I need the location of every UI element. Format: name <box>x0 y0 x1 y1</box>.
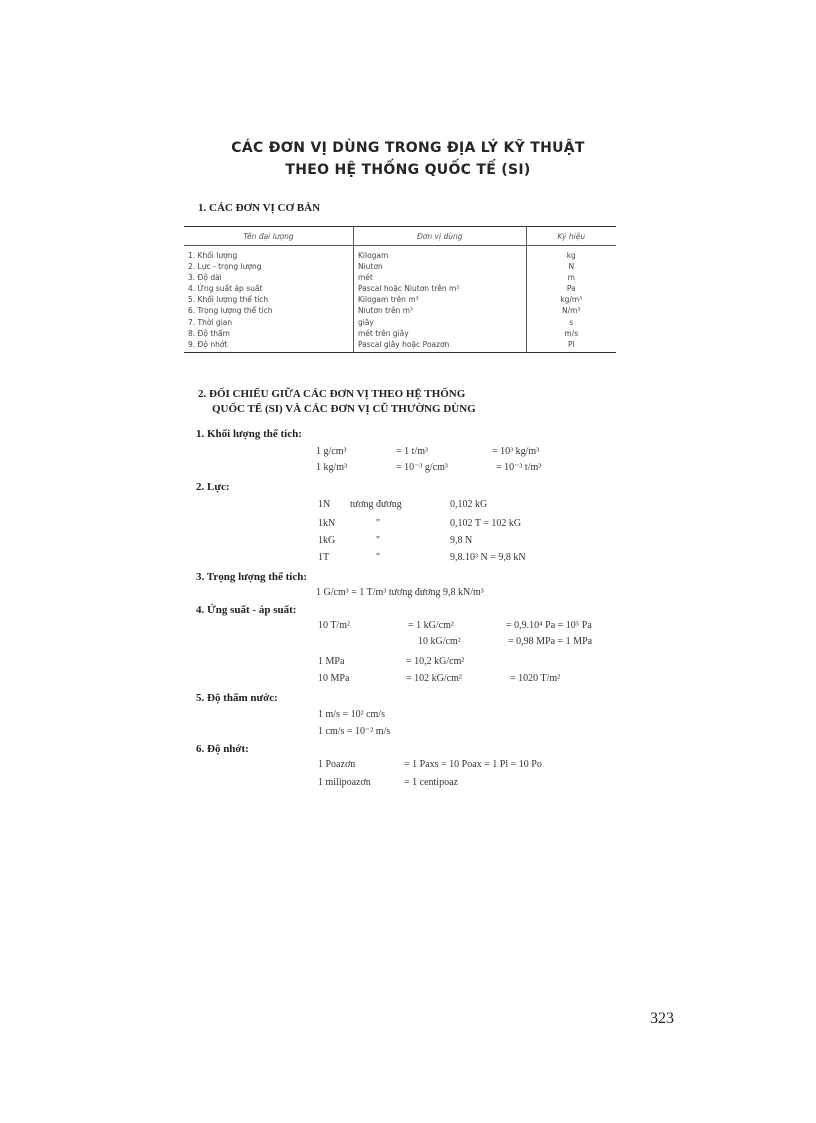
sub3-heading: 3. Trọng lượng thể tích: <box>196 571 307 583</box>
section1-heading: 1. CÁC ĐƠN VỊ CƠ BẢN <box>198 202 321 214</box>
sub2-row3-b: " <box>376 535 381 546</box>
symbol-cell: Pl <box>567 339 575 349</box>
unit-column <box>353 246 526 353</box>
sub1-heading: 1. Khối lượng thể tích: <box>196 428 302 440</box>
section2-heading-line2: QUỐC TẾ (SI) VÀ CÁC ĐƠN VỊ CŨ THƯỜNG DÙNG <box>212 403 476 415</box>
sub6-row1-b: = 1 Paxs = 10 Poax = 1 Pl = 10 Po <box>404 759 542 770</box>
sub1-row2-b: = 10⁻³ g/cm³ <box>396 462 448 473</box>
sub2-row4-c: 9,8.10³ N = 9,8 kN <box>450 552 526 563</box>
symbol-cell: m <box>567 273 575 283</box>
symbol-cell: N/m³ <box>562 306 581 316</box>
symbol-cell: kg <box>566 251 576 260</box>
page-number: 323 <box>650 1010 674 1027</box>
quantity-cell: 2. Lực - trọng lượng <box>188 262 262 272</box>
unit-cell: mét <box>357 273 373 283</box>
quantity-cell: 9. Độ nhớt <box>188 339 228 349</box>
symbol-cell: s <box>569 317 574 327</box>
sub2-row1-a: 1N <box>318 499 331 510</box>
symbol-cell: m/s <box>564 328 579 338</box>
unit-cell: Kilogam trên m³ <box>357 295 419 305</box>
symbol-cell: Pa <box>566 284 576 294</box>
sub1-row1-b: = 1 t/m³ <box>396 446 428 457</box>
sub2-row1-b: tương đương <box>350 499 402 510</box>
sub2-row4-b: " <box>376 552 381 563</box>
sub6-row2-a: 1 milipoazơn <box>318 777 371 788</box>
sub4-row2-a: 10 kG/cm² <box>418 636 461 647</box>
page-title-line1: CÁC ĐƠN VỊ DÙNG TRONG ĐỊA LÝ KỸ THUẬT <box>231 140 585 156</box>
quantity-cell: 8. Độ thấm <box>188 328 230 338</box>
symbol-column <box>526 246 616 353</box>
unit-cell: Pascal giây hoặc Poazơn <box>357 339 450 349</box>
sub6-heading: 6. Độ nhớt: <box>196 743 249 755</box>
unit-cell: Niutơn <box>357 262 383 272</box>
symbol-cell: kg/m³ <box>560 295 583 305</box>
units-table <box>184 226 616 353</box>
table-header-quantity: Tên đại lượng <box>184 227 353 246</box>
symbol-cell: N <box>568 262 575 272</box>
sub2-row2-c: 0,102 T = 102 kG <box>450 518 522 529</box>
sub2-row2-a: 1kN <box>318 518 336 529</box>
sub5-row2: 1 cm/s = 10⁻² m/s <box>318 726 391 737</box>
sub4-row2-b: = 0,98 MPa = 1 MPa <box>508 636 593 647</box>
quantity-column <box>184 246 353 353</box>
sub4-row4-a: 10 MPa <box>318 673 350 684</box>
sub2-row2-b: " <box>376 518 381 529</box>
sub4-row1-b: = 1 kG/cm² <box>408 620 454 631</box>
quantity-cell: 3. Độ dài <box>188 273 222 283</box>
sub4-row1-a: 10 T/m² <box>318 620 350 631</box>
unit-cell: Pascal hoặc Niutơn trên m² <box>357 284 460 294</box>
quantity-cell: 6. Trọng lượng thể tích <box>188 306 273 316</box>
unit-cell: Kilogam <box>357 251 389 260</box>
quantity-cell: 5. Khối lượng thể tích <box>188 295 269 305</box>
sub2-row4-a: 1T <box>318 552 330 563</box>
sub4-row3-a: 1 MPa <box>318 656 345 667</box>
sub1-row2-a: 1 kg/m³ <box>316 462 348 473</box>
sub1-row2-c: = 10⁻³ t/m³ <box>496 462 542 473</box>
unit-cell: mét trên giây <box>357 328 409 338</box>
sub2-heading: 2. Lực: <box>196 481 230 493</box>
unit-cell: giây <box>357 317 374 327</box>
quantity-cell: 1. Khối lượng <box>188 251 238 260</box>
quantity-cell: 7. Thời gian <box>188 317 233 327</box>
sub4-row1-c: = 0,9.10⁴ Pa = 10⁵ Pa <box>506 620 592 631</box>
sub2-row1-c: 0,102 kG <box>450 499 488 510</box>
sub6-row1-a: 1 Poazơn <box>318 759 356 770</box>
sub1-row1-c: = 10³ kg/m³ <box>492 446 540 457</box>
sub5-row1: 1 m/s = 10² cm/s <box>318 709 385 720</box>
sub5-heading: 5. Độ thấm nước: <box>196 692 278 704</box>
sub4-row3-b: = 10,2 kG/cm² <box>406 656 465 667</box>
page-title-line2: THEO HỆ THỐNG QUỐC TẾ (SI) <box>285 162 531 178</box>
sub2-row3-c: 9,8 N <box>450 535 473 546</box>
table-header-unit: Đơn vị dùng <box>353 227 526 246</box>
sub4-heading: 4. Ứng suất - áp suất: <box>196 604 297 616</box>
table-header-symbol: Ký hiệu <box>526 227 616 246</box>
sub6-row2-b: = 1 centipoaz <box>404 777 458 788</box>
sub2-row3-a: 1kG <box>318 535 336 546</box>
quantity-cell: 4. Ứng suất áp suất <box>188 284 263 294</box>
unit-cell: Niutơn trên m³ <box>357 306 414 316</box>
sub3-row1: 1 G/cm³ = 1 T/m³ tương đương 9,8 kN/m³ <box>316 587 484 598</box>
sub4-row4-c: = 1020 T/m² <box>510 673 561 684</box>
sub4-row4-b: = 102 kG/cm² <box>406 673 462 684</box>
section2-heading-line1: 2. ĐỐI CHIẾU GIỮA CÁC ĐƠN VỊ THEO HỆ THỐNG <box>198 388 466 400</box>
sub1-row1-a: 1 g/cm³ <box>316 446 347 457</box>
